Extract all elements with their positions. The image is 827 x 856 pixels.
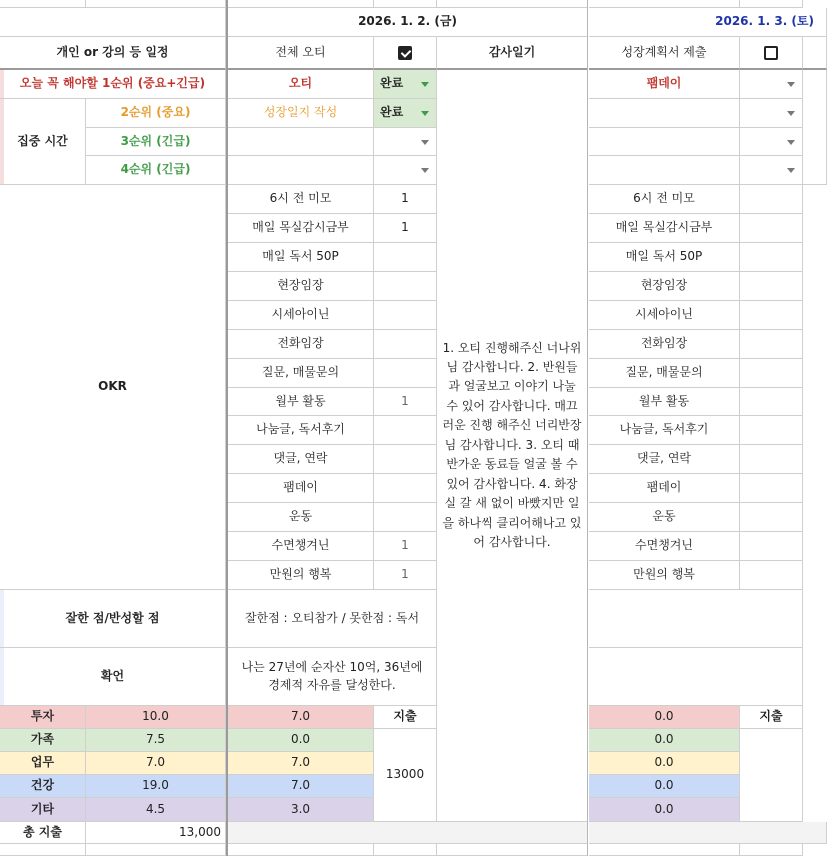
day2-family-value[interactable]: 0.0 <box>589 729 740 752</box>
day2-okr-value[interactable] <box>740 503 803 532</box>
dropdown-arrow-icon[interactable] <box>787 111 795 116</box>
day2-p2-status-dropdown[interactable] <box>740 99 803 128</box>
day1-p4-status-dropdown[interactable] <box>374 156 437 185</box>
day1-okr-value[interactable]: 1 <box>374 388 437 416</box>
dropdown-arrow-icon[interactable] <box>421 111 429 116</box>
day1-p2-task[interactable]: 성장일지 작성 <box>228 99 374 128</box>
day1-okr-item: 매일 독서 50P <box>228 243 374 272</box>
dropdown-arrow-icon[interactable] <box>421 140 429 145</box>
day1-okr-value[interactable] <box>374 359 437 388</box>
day1-okr-value[interactable] <box>374 503 437 532</box>
priority3-label: 3순위 (긴급) <box>86 128 226 156</box>
day2-okr-value[interactable] <box>740 388 803 416</box>
affirmation-label: 확언 <box>0 648 226 706</box>
day2-okr-item: 질문, 매물문의 <box>589 359 740 388</box>
day2-okr-value[interactable] <box>740 330 803 359</box>
day2-okr-item: 매일 목실감시금부 <box>589 214 740 243</box>
day2-okr-value[interactable] <box>740 474 803 503</box>
category-etc-label: 기타 <box>0 798 86 822</box>
day2-okr-value[interactable] <box>740 185 803 214</box>
day1-okr-item: 월부 활동 <box>228 388 374 416</box>
day1-okr-item: 만원의 행복 <box>228 561 374 590</box>
dropdown-arrow-icon[interactable] <box>787 82 795 87</box>
day1-p1-status-dropdown[interactable] <box>374 70 437 99</box>
day2-okr-item: 운동 <box>589 503 740 532</box>
day1-okr-value[interactable] <box>374 416 437 445</box>
day-separator <box>226 0 228 856</box>
date-day2: 2026. 1. 3. (토) <box>589 8 827 37</box>
day1-okr-item: 매일 목실감시금부 <box>228 214 374 243</box>
schedule-label: 개인 or 강의 등 일정 <box>0 37 226 70</box>
day2-okr-item: 전화임장 <box>589 330 740 359</box>
day1-spending-label: 지출 <box>374 706 437 729</box>
category-health-budget: 19.0 <box>86 775 226 798</box>
day2-work-value[interactable]: 0.0 <box>589 752 740 775</box>
day2-okr-item: 수면챙겨닌 <box>589 532 740 561</box>
gratitude-diary-text[interactable]: 1. 오티 진행해주신 너나위님 감사합니다. 2. 반원들과 얼굴보고 이야기 나눌 수 있어 감사합니다. 매끄러운 진행 해주신 너리반장님 감사합니다. 3. 오티 때 반가운 동료들 얼굴 볼 수 있어 감사합니다. 4. 화장실 갈 새 없이 바빴지만 일을 하나씩 클리어해나고 있어 감사합니다. <box>437 70 588 822</box>
day1-okr-item: 수면챙겨닌 <box>228 532 374 561</box>
total-spending-value: 13,000 <box>86 822 226 844</box>
dropdown-arrow-icon[interactable] <box>421 168 429 173</box>
dropdown-arrow-icon[interactable] <box>787 168 795 173</box>
day1-okr-item: 전화임장 <box>228 330 374 359</box>
day2-okr-value[interactable] <box>740 243 803 272</box>
day2-okr-value[interactable] <box>740 416 803 445</box>
day2-okr-value[interactable] <box>740 272 803 301</box>
day1-okr-value[interactable]: 1 <box>374 532 437 561</box>
day-separator <box>587 0 588 856</box>
day2-health-value[interactable]: 0.0 <box>589 775 740 798</box>
day2-okr-value[interactable] <box>740 561 803 590</box>
task2-checkbox-cell[interactable] <box>740 37 803 70</box>
day2-p3-task[interactable] <box>589 128 740 156</box>
day1-okr-value[interactable] <box>374 272 437 301</box>
day2-okr-value[interactable] <box>740 359 803 388</box>
day1-okr-item: 운동 <box>228 503 374 532</box>
day2-okr-item: 매일 독서 50P <box>589 243 740 272</box>
day1-p3-task[interactable] <box>228 128 374 156</box>
day2-etc-value[interactable]: 0.0 <box>589 798 740 822</box>
day2-okr-value[interactable] <box>740 301 803 330</box>
day2-p1-task[interactable]: 팸데이 <box>589 70 740 99</box>
day1-reflection-text[interactable]: 잘한점 : 오티참가 / 못한점 : 독서 <box>228 590 437 648</box>
day2-spending-label: 지출 <box>740 706 803 729</box>
category-invest-label: 투자 <box>0 706 86 729</box>
category-family-budget: 7.5 <box>86 729 226 752</box>
day2-okr-item: 시세아이닌 <box>589 301 740 330</box>
okr-label: OKR <box>0 185 226 590</box>
day1-p4-task[interactable] <box>228 156 374 185</box>
day1-okr-item: 팸데이 <box>228 474 374 503</box>
day1-okr-item: 6시 전 미모 <box>228 185 374 214</box>
day1-p3-status-dropdown[interactable] <box>374 128 437 156</box>
day1-spending-total[interactable]: 13000 <box>374 729 437 822</box>
checkbox-unchecked-icon[interactable] <box>764 46 778 60</box>
day1-family-value[interactable]: 0.0 <box>228 729 374 752</box>
day1-affirmation-text[interactable]: 나는 27년에 순자산 10억, 36년에 경제적 자유를 달성한다. <box>228 648 437 706</box>
day2-reflection-text[interactable] <box>589 590 803 648</box>
priority1-label: 오늘 꼭 해야할 1순위 (중요+긴급) <box>0 70 226 99</box>
category-work-budget: 7.0 <box>86 752 226 775</box>
task2-label: 성장계획서 제출 <box>589 37 740 70</box>
day2-p4-task[interactable] <box>589 156 740 185</box>
date-row-left <box>0 8 226 37</box>
day2-okr-item: 나눔글, 독서후기 <box>589 416 740 445</box>
day1-invest-value[interactable]: 7.0 <box>228 706 374 729</box>
day2-okr-item: 현장임장 <box>589 272 740 301</box>
day2-p2-task[interactable] <box>589 99 740 128</box>
dropdown-arrow-icon[interactable] <box>421 82 429 87</box>
day2-p3-status-dropdown[interactable] <box>740 128 803 156</box>
day2-invest-value[interactable]: 0.0 <box>589 706 740 729</box>
day1-p2-status-dropdown[interactable] <box>374 99 437 128</box>
day1-health-value[interactable]: 7.0 <box>228 775 374 798</box>
day2-okr-item: 만원의 행복 <box>589 561 740 590</box>
day1-okr-value[interactable]: 1 <box>374 185 437 214</box>
day2-okr-value[interactable] <box>740 214 803 243</box>
reflection-label: 잘한 점/반성할 점 <box>0 590 226 648</box>
day2-affirmation-text[interactable] <box>589 648 803 706</box>
day2-okr-item: 댓글, 연락 <box>589 445 740 474</box>
day2-spending-total[interactable] <box>740 729 803 822</box>
day1-okr-value[interactable] <box>374 301 437 330</box>
day1-okr-value[interactable]: 1 <box>374 214 437 243</box>
category-family-label: 가족 <box>0 729 86 752</box>
day1-okr-value[interactable] <box>374 445 437 474</box>
task1-label: 전체 오티 <box>228 37 374 70</box>
day2-p1-status-dropdown[interactable] <box>740 70 803 99</box>
day1-okr-item: 시세아이닌 <box>228 301 374 330</box>
category-etc-budget: 4.5 <box>86 798 226 822</box>
day1-okr-value[interactable] <box>374 474 437 503</box>
priority2-label: 2순위 (중요) <box>86 99 226 128</box>
day1-okr-value[interactable]: 1 <box>374 561 437 590</box>
day1-okr-item: 현장임장 <box>228 272 374 301</box>
category-work-label: 업무 <box>0 752 86 775</box>
category-invest-budget: 10.0 <box>86 706 226 729</box>
status-value: 완료 <box>380 105 404 120</box>
day2-okr-item: 6시 전 미모 <box>589 185 740 214</box>
date-day1: 2026. 1. 2. (금) <box>228 8 588 37</box>
day1-okr-item: 질문, 매물문의 <box>228 359 374 388</box>
day1-p1-task[interactable]: 오티 <box>228 70 374 99</box>
day2-okr-item: 팸데이 <box>589 474 740 503</box>
day2-okr-item: 월부 활동 <box>589 388 740 416</box>
priority4-label: 4순위 (긴급) <box>86 156 226 185</box>
day1-okr-value[interactable] <box>374 243 437 272</box>
checkbox-checked-icon[interactable] <box>398 46 412 60</box>
day2-okr-value[interactable] <box>740 445 803 474</box>
focus-time-label: 집중 시간 <box>0 99 86 185</box>
day1-okr-value[interactable] <box>374 330 437 359</box>
total-spending-label: 총 지출 <box>0 822 86 844</box>
day2-okr-value[interactable] <box>740 532 803 561</box>
day1-work-value[interactable]: 7.0 <box>228 752 374 775</box>
task1-checkbox-cell[interactable] <box>374 37 437 70</box>
day1-okr-item: 댓글, 연락 <box>228 445 374 474</box>
category-health-label: 건강 <box>0 775 86 798</box>
dropdown-arrow-icon[interactable] <box>787 140 795 145</box>
day2-p4-status-dropdown[interactable] <box>740 156 803 185</box>
day1-etc-value[interactable]: 3.0 <box>228 798 374 822</box>
gratitude-label: 감사일기 <box>437 37 588 70</box>
status-value: 완료 <box>380 76 404 91</box>
day1-okr-item: 나눔글, 독서후기 <box>228 416 374 445</box>
